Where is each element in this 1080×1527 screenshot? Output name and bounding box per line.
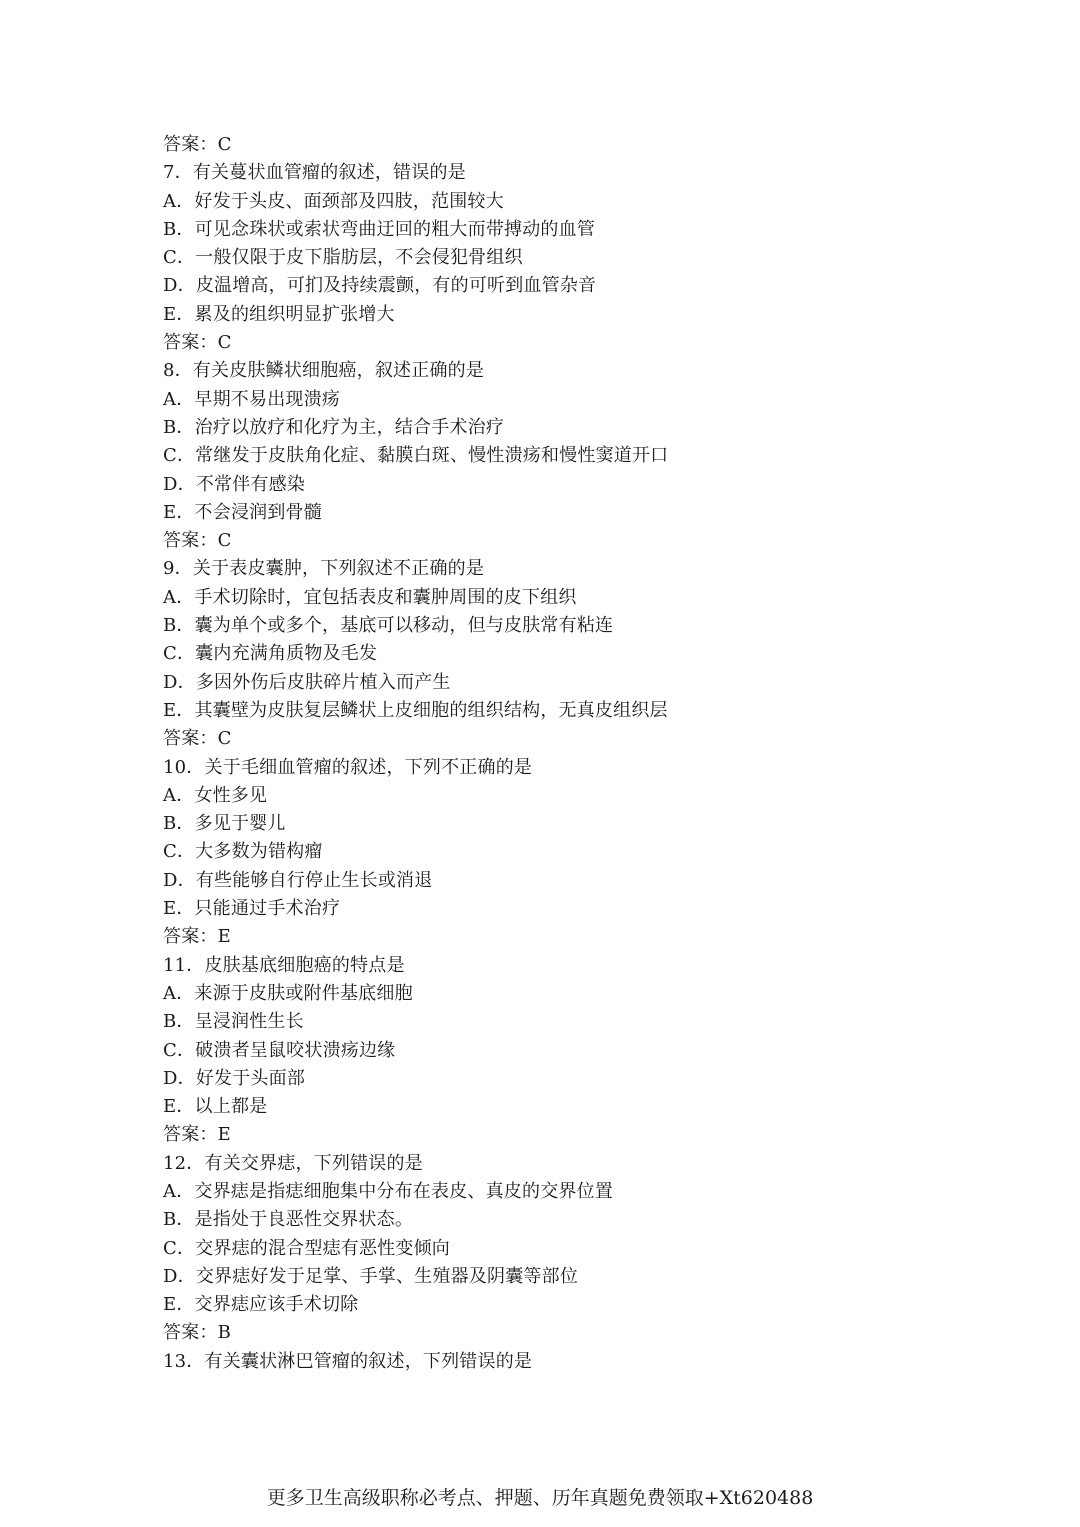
option-line: C．一般仅限于皮下脂肪层，不会侵犯骨组织 — [163, 247, 523, 269]
option-line: E．其囊壁为皮肤复层鳞状上皮细胞的组织结构，无真皮组织层 — [163, 699, 668, 721]
answer-line: 答案：B — [163, 1322, 232, 1344]
option-line: E．以上都是 — [163, 1096, 268, 1118]
answer-line: 答案：C — [163, 728, 232, 750]
answer-line: 答案：C — [163, 134, 232, 155]
option-line: A．好发于头皮、面颈部及四肢，范围较大 — [163, 190, 504, 212]
option-line: A．来源于皮肤或附件基底细胞 — [163, 982, 413, 1004]
question-line: 12．有关交界痣，下列错误的是 — [163, 1152, 423, 1174]
option-line: C．常继发于皮肤角化症、黏膜白斑、慢性溃疡和慢性窦道开口 — [163, 445, 669, 467]
answer-line: 答案：C — [163, 332, 232, 354]
option-line: B．多见于婴儿 — [163, 813, 286, 835]
option-line: E．交界痣应该手术切除 — [163, 1294, 359, 1316]
option-line: C．大多数为错构瘤 — [163, 841, 323, 863]
question-line: 7．有关蔓状血管瘤的叙述，错误的是 — [163, 162, 466, 184]
option-line: D．好发于头面部 — [163, 1067, 306, 1089]
option-line: A．女性多见 — [163, 784, 268, 806]
option-line: A．早期不易出现溃疡 — [163, 388, 340, 410]
option-line: D．多因外伤后皮肤碎片植入而产生 — [163, 671, 451, 693]
page-footer-promo: 更多卫生高级职称必考点、押题、历年真题免费领取+Xt620488 — [266, 1487, 814, 1509]
option-line: E．不会浸润到骨髓 — [163, 501, 322, 523]
answer-line: 答案：E — [163, 926, 231, 948]
question-line: 10．关于毛细血管瘤的叙述，下列不正确的是 — [163, 756, 533, 778]
option-line: D．有些能够自行停止生长或消退 — [163, 869, 433, 891]
answer-line: 答案：C — [163, 530, 232, 552]
option-line: D．不常伴有感染 — [163, 473, 306, 495]
option-line: A．交界痣是指痣细胞集中分布在表皮、真皮的交界位置 — [163, 1180, 613, 1202]
option-line: C．交界痣的混合型痣有恶性变倾向 — [163, 1237, 450, 1259]
option-line: B．呈浸润性生长 — [163, 1011, 304, 1033]
option-line: D．交界痣好发于足掌、手掌、生殖器及阴囊等部位 — [163, 1265, 579, 1287]
option-line: C．破溃者呈鼠咬状溃疡边缘 — [163, 1039, 396, 1061]
question-text-block — [163, 131, 1043, 1376]
question-line: 13．有关囊状淋巴管瘤的叙述，下列错误的是 — [163, 1350, 533, 1372]
question-line: 8．有关皮肤鳞状细胞癌，叙述正确的是 — [163, 360, 485, 382]
option-line: E．累及的组织明显扩张增大 — [163, 303, 395, 325]
question-line: 11．皮肤基底细胞癌的特点是 — [163, 954, 405, 976]
option-line: C．囊内充满角质物及毛发 — [163, 643, 378, 665]
option-line: B．囊为单个或多个，基底可以移动，但与皮肤常有粘连 — [163, 615, 614, 637]
option-line: B．可见念珠状或索状弯曲迂回的粗大而带搏动的血管 — [163, 218, 596, 240]
option-line: B．是指处于良恶性交界状态。 — [163, 1209, 414, 1231]
answer-line: 答案：E — [163, 1124, 231, 1146]
option-line: E．只能通过手术治疗 — [163, 898, 341, 920]
option-line: B．治疗以放疗和化疗为主，结合手术治疗 — [163, 416, 505, 438]
option-line: D．皮温增高，可扪及持续震颤，有的可听到血管杂音 — [163, 275, 597, 297]
question-line: 9．关于表皮囊肿，下列叙述不正确的是 — [163, 558, 485, 580]
option-line: A．手术切除时，宜包括表皮和囊肿周围的皮下组织 — [163, 586, 577, 608]
